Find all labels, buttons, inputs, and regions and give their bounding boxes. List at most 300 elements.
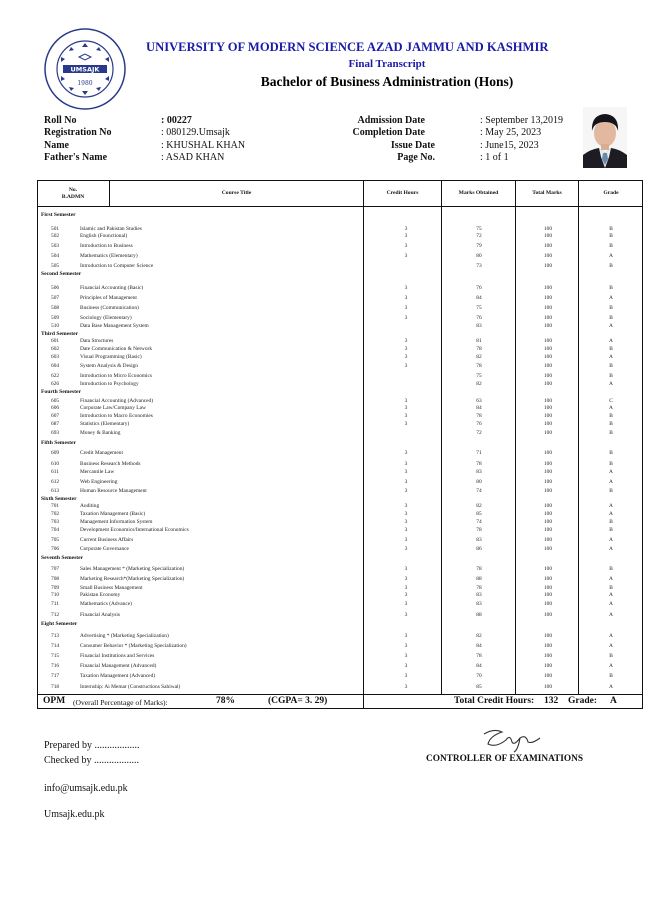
semester-heading: Fifth Semester — [41, 440, 76, 446]
column-header-course-title: Course Title — [221, 190, 252, 196]
total-marks: 100 — [543, 592, 553, 598]
course-code: 502 — [51, 233, 60, 239]
credit-hours: 3 — [404, 461, 408, 467]
credit-hours: 3 — [404, 612, 408, 618]
course-code: 622 — [51, 373, 60, 379]
course-code: 505 — [51, 263, 60, 269]
course-code: 702 — [51, 511, 60, 517]
final-grade-label: Grade: — [568, 696, 598, 706]
svg-text:UMSAJK: UMSAJK — [70, 65, 100, 74]
marks-obtained: 80 — [476, 253, 482, 259]
credit-hours: 3 — [404, 226, 408, 232]
total-marks: 100 — [543, 363, 553, 369]
grade: A — [609, 612, 613, 618]
marks-obtained: 83 — [476, 469, 482, 475]
total-marks: 100 — [543, 576, 553, 582]
course-code: 601 — [51, 338, 60, 344]
student-values-left — [161, 115, 245, 165]
course-code: 715 — [51, 653, 60, 659]
credit-hours: 3 — [404, 469, 408, 475]
marks-obtained: 85 — [476, 684, 482, 690]
marks-obtained: 88 — [476, 612, 482, 618]
course-title: Introduction to Business — [80, 243, 133, 249]
marks-obtained: 63 — [476, 398, 482, 404]
cgpa-value: (CGPA= 3. 29) — [268, 696, 328, 706]
marks-obtained: 78 — [476, 346, 482, 352]
total-marks: 100 — [543, 684, 553, 690]
marks-obtained: 78 — [476, 413, 482, 419]
course-title: Mercantile Law — [80, 469, 115, 475]
column-header-grade: Grade — [603, 190, 619, 196]
course-code: 611 — [51, 469, 59, 475]
student-labels-right — [330, 115, 435, 165]
grade: B — [609, 450, 613, 456]
fathers-name-value: : ASAD KHAN — [161, 152, 225, 164]
course-title: Business Research Methods — [80, 461, 141, 467]
total-marks: 100 — [543, 479, 553, 485]
credit-hours: 3 — [404, 643, 408, 649]
marks-obtained: 82 — [476, 633, 482, 639]
total-marks: 100 — [543, 398, 553, 404]
marks-obtained: 86 — [476, 546, 482, 552]
course-code: 714 — [51, 643, 60, 649]
credit-hours: 3 — [404, 413, 408, 419]
grade: B — [609, 363, 613, 369]
marks-obtained: 75 — [476, 305, 482, 311]
column-header-marks-obtained: Marks Obtained — [458, 190, 499, 196]
grade: B — [609, 233, 613, 239]
credit-hours: 3 — [404, 527, 408, 533]
grade: B — [609, 285, 613, 291]
total-marks: 100 — [543, 601, 553, 607]
marks-obtained: 80 — [476, 479, 482, 485]
total-marks: 100 — [543, 243, 553, 249]
credit-hours: 3 — [404, 585, 408, 591]
marks-obtained: 78 — [476, 363, 482, 369]
student-labels-left — [44, 115, 112, 165]
semester-heading: First Semester — [41, 212, 76, 218]
credit-hours: 3 — [404, 421, 408, 427]
page-no-value: : 1 of 1 — [480, 152, 509, 164]
document-type: Final Transcript — [348, 58, 426, 70]
grade: B — [609, 430, 613, 436]
marks-obtained: 81 — [476, 338, 482, 344]
total-marks: 100 — [543, 285, 553, 291]
course-code: 712 — [51, 612, 60, 618]
total-marks: 100 — [543, 488, 553, 494]
course-title: Sales Management * (Marketing Specialization) — [80, 566, 185, 572]
credit-hours: 3 — [404, 363, 408, 369]
grade: B — [609, 315, 613, 321]
total-marks: 100 — [543, 503, 553, 509]
course-code: 626 — [51, 381, 60, 387]
grade: B — [609, 226, 613, 232]
grade: B — [609, 373, 613, 379]
credit-hours: 3 — [404, 450, 408, 456]
issue-date-label: Issue Date — [390, 139, 435, 151]
marks-obtained: 74 — [476, 488, 482, 494]
marks-obtained: 84 — [476, 405, 482, 411]
marks-obtained: 75 — [476, 226, 482, 232]
total-marks: 100 — [543, 354, 553, 360]
course-title: Management Information System — [80, 519, 153, 525]
student-photo — [583, 107, 627, 168]
semester-heading: Sixth Semester — [41, 496, 77, 502]
course-title: Data Structures — [80, 338, 114, 344]
grade: A — [609, 684, 613, 690]
credit-hours: 3 — [404, 684, 408, 690]
completion-date-value: : May 25, 2023 — [480, 127, 542, 139]
total-marks: 100 — [543, 673, 553, 679]
semester-heading: Fourth Semester — [41, 389, 81, 395]
total-marks: 100 — [543, 537, 553, 543]
total-marks: 100 — [543, 469, 553, 475]
svg-text:1980: 1980 — [77, 80, 93, 87]
course-title: Taxation Management (Basic) — [80, 511, 146, 517]
grade: A — [609, 592, 613, 598]
credit-hours: 3 — [404, 663, 408, 669]
marks-obtained: 83 — [476, 592, 482, 598]
grade: A — [609, 503, 613, 509]
credit-hours: 3 — [404, 253, 408, 259]
course-title: Credit Management — [80, 450, 123, 456]
course-title: Money & Banking — [80, 430, 121, 436]
grade: A — [609, 381, 613, 387]
name-label: Name — [44, 139, 69, 151]
contact-website[interactable]: Umsajk.edu.pk — [44, 809, 105, 820]
course-code: 612 — [51, 479, 60, 485]
course-title: Introduction to Micro Economics — [80, 373, 153, 379]
credit-hours: 3 — [404, 673, 408, 679]
course-code: 504 — [51, 253, 60, 259]
grade: A — [609, 338, 613, 344]
course-code: 613 — [51, 488, 60, 494]
credit-hours: 3 — [404, 295, 408, 301]
total-marks: 100 — [543, 519, 553, 525]
name-value: : KHUSHAL KHAN — [161, 139, 246, 151]
total-marks: 100 — [543, 421, 553, 427]
course-title: Consumer Behavior * (Marketing Specialization) — [80, 643, 187, 649]
course-code: 607 — [51, 413, 60, 419]
course-code: 706 — [51, 546, 60, 552]
marks-obtained: 88 — [476, 576, 482, 582]
university-name: UNIVERSITY OF MODERN SCIENCE AZAD JAMMU AND KASHMIR — [146, 40, 549, 54]
marks-obtained: 78 — [476, 585, 482, 591]
total-marks: 100 — [543, 346, 553, 352]
grade: B — [609, 461, 613, 467]
semester-heading: Eight Semester — [41, 621, 78, 627]
course-title: Current Business Affairs — [80, 537, 134, 543]
grade: A — [609, 295, 613, 301]
course-title: Financial Accounting (Advanced) — [80, 398, 154, 404]
opm-label: OPM — [43, 696, 66, 706]
marks-obtained: 76 — [476, 285, 482, 291]
course-code: 687 — [51, 421, 60, 427]
course-title: Visual Programming (Basic) — [80, 354, 142, 360]
grade: B — [609, 653, 613, 659]
course-code: 718 — [51, 684, 60, 690]
total-marks: 100 — [543, 461, 553, 467]
course-title: Financial Accounting (Basic) — [80, 285, 144, 291]
marks-obtained: 84 — [476, 663, 482, 669]
credit-hours: 3 — [404, 233, 408, 239]
grade: A — [609, 633, 613, 639]
issue-date-value: : June15, 2023 — [480, 139, 539, 151]
credit-hours: 3 — [404, 398, 408, 404]
course-code: 709 — [51, 585, 60, 591]
total-marks: 100 — [543, 585, 553, 591]
course-title: Taxation Management (Advanced) — [80, 673, 156, 679]
course-title: Auditing — [80, 503, 100, 509]
credit-hours: 3 — [404, 405, 408, 411]
total-marks: 100 — [543, 295, 553, 301]
credit-hours: 3 — [404, 285, 408, 291]
total-marks: 100 — [543, 305, 553, 311]
credit-hours: 3 — [404, 576, 408, 582]
course-title: English (Founctional) — [80, 233, 128, 239]
course-title: Sociology (Elementary) — [80, 315, 132, 321]
marks-obtained: 78 — [476, 566, 482, 572]
total-marks: 100 — [543, 663, 553, 669]
total-marks: 100 — [543, 226, 553, 232]
grade: B — [609, 527, 613, 533]
grade: B — [609, 673, 613, 679]
marks-obtained: 83 — [476, 601, 482, 607]
completion-date-label: Completion Date — [352, 127, 425, 139]
marks-obtained: 75 — [476, 373, 482, 379]
admission-date-value: : September 13,2019 — [480, 115, 564, 126]
semester-heading: Third Semester — [41, 331, 79, 337]
credit-hours: 3 — [404, 346, 408, 352]
grade: B — [609, 519, 613, 525]
grade: A — [609, 663, 613, 669]
total-marks: 100 — [543, 511, 553, 517]
grade: A — [609, 469, 613, 475]
marks-obtained: 82 — [476, 381, 482, 387]
credit-hours: 3 — [404, 511, 408, 517]
credit-hours: 3 — [404, 633, 408, 639]
total-credit-hours-value: 132 — [544, 696, 559, 706]
course-title: System Analysis & Design — [80, 363, 138, 369]
course-title: Human Resource Management — [80, 488, 147, 494]
marks-obtained: 71 — [476, 450, 482, 456]
opm-value: 78% — [216, 696, 235, 706]
course-code: 508 — [51, 305, 60, 311]
course-code: 509 — [51, 315, 60, 321]
prepared-by: Prepared by .................. — [44, 740, 140, 751]
credit-hours: 3 — [404, 546, 408, 552]
course-title: Introduction to Macro Economies — [80, 413, 153, 419]
marks-obtained: 74 — [476, 519, 482, 525]
grade: B — [609, 488, 613, 494]
credit-hours: 3 — [404, 488, 408, 494]
course-code: 701 — [51, 503, 60, 509]
course-code: 717 — [51, 673, 60, 679]
course-title: Development Economics/International Economics — [80, 527, 189, 533]
course-code: 711 — [51, 601, 59, 607]
course-title: Advertising * (Marketing Specialization) — [80, 633, 169, 639]
marks-obtained: 84 — [476, 295, 482, 301]
course-title: Introduction to Computer Science — [80, 263, 154, 269]
total-marks: 100 — [543, 653, 553, 659]
course-title: Business (Communication) — [80, 305, 139, 311]
course-code: 704 — [51, 527, 60, 533]
column-header-total-marks: Total Marks — [532, 190, 562, 196]
grade: A — [609, 323, 613, 329]
opm-description: (Overall Percentage of Marks): — [73, 697, 168, 707]
grade: A — [609, 546, 613, 552]
total-marks: 100 — [543, 430, 553, 436]
registration-no-label: Registration No — [44, 127, 112, 139]
total-marks: 100 — [543, 323, 553, 329]
credit-hours: 3 — [404, 503, 408, 509]
signature-image — [476, 724, 546, 754]
course-title: Statistics (Elementary) — [80, 421, 130, 427]
course-code: 703 — [51, 519, 60, 525]
course-title: Mathematics (Elementary) — [80, 253, 138, 259]
total-marks: 100 — [543, 643, 553, 649]
grade: A — [609, 511, 613, 517]
course-code: 604 — [51, 363, 60, 369]
grade: A — [609, 601, 613, 607]
credit-hours: 3 — [404, 243, 408, 249]
total-marks: 100 — [543, 566, 553, 572]
total-marks: 100 — [543, 405, 553, 411]
grade: A — [609, 576, 613, 582]
marks-obtained: 78 — [476, 653, 482, 659]
grade: B — [609, 346, 613, 352]
final-grade-value: A — [610, 696, 617, 706]
total-marks: 100 — [543, 315, 553, 321]
course-title: Financial Management (Advanced) — [80, 663, 157, 669]
course-code: 503 — [51, 243, 60, 249]
column-header-credit-hours: Credit Hours — [386, 190, 419, 196]
column-header-no: No. B.ADMN — [61, 186, 85, 200]
grade: A — [609, 354, 613, 360]
total-marks: 100 — [543, 338, 553, 344]
course-title: Data Base Management System — [80, 323, 149, 329]
marks-obtained: 78 — [476, 461, 482, 467]
marks-obtained: 70 — [476, 673, 482, 679]
total-marks: 100 — [543, 233, 553, 239]
course-code: 602 — [51, 346, 60, 352]
course-code: 610 — [51, 461, 60, 467]
course-title: Islamic and Pakistan Studies — [80, 226, 142, 232]
admission-date-label: Admission Date — [357, 115, 425, 126]
marks-obtained: 73 — [476, 263, 482, 269]
grade: A — [609, 479, 613, 485]
grade: B — [609, 413, 613, 419]
course-title: Financial Institutions and Services — [80, 653, 155, 659]
course-title: Corporate Law/Company Law — [80, 405, 146, 411]
checked-by: Checked by .................. — [44, 755, 139, 766]
course-title: Pakistan Economy — [80, 592, 121, 598]
course-code: 705 — [51, 537, 60, 543]
course-code: 605 — [51, 398, 60, 404]
marks-obtained: 78 — [476, 527, 482, 533]
course-code: 606 — [51, 405, 60, 411]
semester-heading: Seventh Semester — [41, 555, 84, 561]
total-marks: 100 — [543, 546, 553, 552]
fathers-name-label: Father's Name — [44, 152, 108, 164]
total-marks: 100 — [543, 527, 553, 533]
credit-hours: 3 — [404, 653, 408, 659]
total-marks: 100 — [543, 253, 553, 259]
course-code: 713 — [51, 633, 60, 639]
grade: B — [609, 243, 613, 249]
grade: A — [609, 253, 613, 259]
marks-obtained: 83 — [476, 323, 482, 329]
roll-no-label: Roll No — [44, 115, 77, 126]
program-title: Bachelor of Business Administration (Hons) — [260, 74, 514, 89]
course-title: Date Communication & Network — [80, 346, 153, 352]
credit-hours: 3 — [404, 305, 408, 311]
credit-hours: 3 — [404, 601, 408, 607]
credit-hours: 3 — [404, 338, 408, 344]
course-code: 506 — [51, 285, 60, 291]
course-title: Small Business Management — [80, 585, 143, 591]
grade: C — [609, 398, 613, 404]
course-title: Principles of Management — [80, 295, 137, 301]
credit-hours: 3 — [404, 315, 408, 321]
contact-email[interactable]: info@umsajk.edu.pk — [44, 783, 128, 794]
marks-obtained: 79 — [476, 243, 482, 249]
course-title: Mathematics (Advance) — [80, 601, 132, 607]
course-code: 708 — [51, 576, 60, 582]
marks-obtained: 72 — [476, 430, 482, 436]
student-values-right — [480, 115, 563, 165]
credit-hours: 3 — [404, 479, 408, 485]
grade: A — [609, 537, 613, 543]
course-title: Financial Analysis — [80, 612, 120, 618]
total-marks: 100 — [543, 263, 553, 269]
credit-hours: 3 — [404, 537, 408, 543]
marks-obtained: 83 — [476, 537, 482, 543]
semester-heading: Second Semester — [41, 271, 82, 277]
grade: A — [609, 405, 613, 411]
course-title: Web Engineering — [80, 479, 118, 485]
page-no-label: Page No. — [397, 152, 435, 164]
marks-obtained: 82 — [476, 354, 482, 360]
marks-obtained: 85 — [476, 511, 482, 517]
course-code: 603 — [51, 354, 60, 360]
total-marks: 100 — [543, 413, 553, 419]
course-title: Corporate Governance — [80, 546, 129, 552]
credit-hours: 3 — [404, 592, 408, 598]
controller-of-examinations: CONTROLLER OF EXAMINATIONS — [426, 754, 584, 764]
summary-row — [37, 694, 643, 709]
total-marks: 100 — [543, 450, 553, 456]
total-marks: 100 — [543, 381, 553, 387]
credit-hours: 3 — [404, 519, 408, 525]
course-code: 710 — [51, 592, 60, 598]
course-code: 716 — [51, 663, 60, 669]
course-code: 507 — [51, 295, 60, 301]
roll-no-value: : 00227 — [161, 115, 192, 126]
total-marks: 100 — [543, 612, 553, 618]
course-title: Internship: Ai Memar (Constructions Sahiwal) — [80, 684, 181, 690]
course-title: Marketing Research*(Marketing Specialization) — [80, 576, 185, 582]
total-credit-hours-label: Total Credit Hours: — [454, 696, 535, 706]
grade: B — [609, 421, 613, 427]
marks-obtained: 72 — [476, 233, 482, 239]
grade: B — [609, 305, 613, 311]
total-marks: 100 — [543, 633, 553, 639]
course-code: 510 — [51, 323, 60, 329]
grade: B — [609, 263, 613, 269]
course-code: 501 — [51, 226, 60, 232]
marks-obtained: 84 — [476, 643, 482, 649]
